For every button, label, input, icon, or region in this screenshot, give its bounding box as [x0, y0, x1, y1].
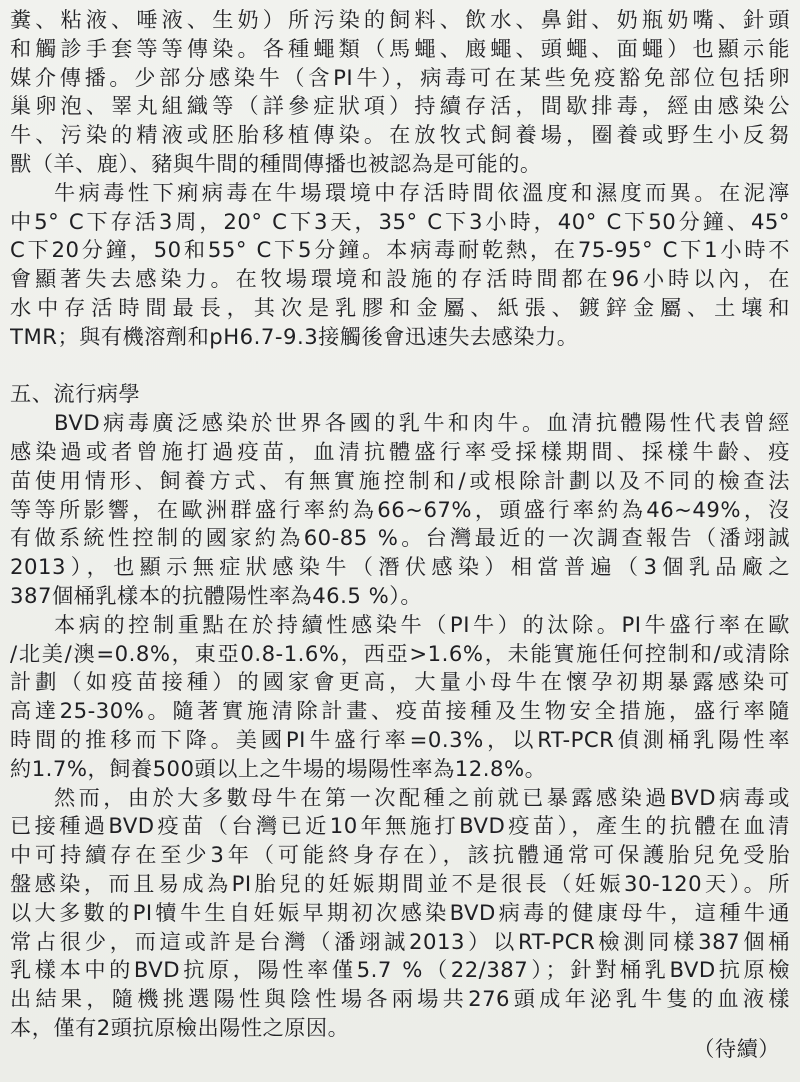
text-line: 計劃（如疫苗接種）的國家會更高，大量小母牛在懷孕初期暴露感染可 [10, 669, 790, 695]
text-line: 以大多數的PI犢牛生自妊娠早期初次感染BVD病毒的健康母牛，這種牛通 [10, 899, 790, 925]
text-line: 盤感染，而且易成為PI胎兒的妊娠期間並不是很長（妊娠30-120天）。所 [10, 870, 790, 896]
text-line: 出結果，隨機挑選陽性與陰性場各兩場共276頭成年泌乳牛隻的血液樣 [10, 986, 790, 1012]
text-line: 巢卵泡、睪丸組織等（詳參症狀項）持續存活，間歇排毒，經由感染公 [10, 93, 790, 119]
to-be-continued-label: （待續） [693, 1036, 780, 1062]
text-line: 本病的控制重點在於持續性感染牛（PI牛）的汰除。PI牛盛行率在歐 [54, 611, 790, 637]
text-line: 常占很少，而這或許是台灣（潘翊誠2013）以RT-PCR檢測同樣387個桶 [10, 928, 790, 954]
text-line: 等等所影響，在歐洲群盛行率約為66~67%，頭盛行率約為46~49%，沒 [10, 496, 790, 522]
text-line: 然而，由於大多數母牛在第一次配種之前就已暴露感染過BVD病毒或 [54, 784, 790, 810]
text-line: 媒介傳播。少部分感染牛（含PI牛），病毒可在某些免疫豁免部位包括卵 [10, 64, 790, 90]
text-line: 高達25-30%。隨著實施清除計畫、疫苗接種及生物安全措施，盛行率隨 [10, 698, 790, 724]
text-line: 中可持續存在至少3年（可能終身存在），該抗體通常可保護胎兒免受胎 [10, 842, 790, 868]
text-line: 牛、污染的精液或胚胎移植傳染。在放牧式飼養場，圈養或野生小反芻 [10, 122, 790, 148]
text-line: 會顯著失去感染力。在牧場環境和設施的存活時間都在96小時以內，在 [10, 266, 790, 292]
text-line: 和觸診手套等等傳染。各種蠅類（馬蠅、廄蠅、頭蠅、面蠅）也顯示能 [10, 35, 790, 61]
text-line: 有做系統性控制的國家約為60-85 %。台灣最近的一次調查報告（潘翊誠 [10, 525, 790, 551]
text-line: 牛病毒性下痢病毒在牛場環境中存活時間依溫度和濕度而異。在泥濘 [54, 179, 790, 205]
text-line: TMR；與有機溶劑和pH6.7-9.3接觸後會迅速失去感染力。 [10, 323, 579, 349]
text-line: 時間的推移而下降。美國PI牛盛行率=0.3%，以RT-PCR偵測桶乳陽性率 [10, 726, 790, 752]
text-line: 感染過或者曾施打過疫苗，血清抗體盛行率受採樣期間、採樣牛齡、疫 [10, 438, 790, 464]
paragraph-spacer [10, 352, 790, 381]
text-line: 獸（羊、鹿）、豬與牛間的種間傳播也被認為是可能的。 [10, 150, 542, 176]
text-line: 已接種過BVD疫苗（台灣已近10年無施打BVD疫苗），產生的抗體在血清 [10, 813, 790, 839]
text-line: BVD病毒廣泛感染於世界各國的乳牛和肉牛。血清抗體陽性代表曾經 [54, 410, 790, 436]
section-heading: 五、流行病學 [10, 381, 141, 407]
text-line: 2013），也顯示無症狀感染牛（潛伏感染）相當普遍（3個乳品廠之 [10, 554, 790, 580]
text-line: 本，僅有2頭抗原檢出陽性之原因。 [10, 1014, 350, 1040]
text-line: 糞、粘液、唾液、生奶）所污染的飼料、飲水、鼻鉗、奶瓶奶嘴、針頭 [10, 7, 790, 32]
text-line: /北美/澳=0.8%，東亞0.8-1.6%，西亞>1.6%，未能實施任何控制和/或清除 [10, 640, 790, 666]
text-line: 乳樣本中的BVD抗原，陽性率僅5.7 %（22/387）；針對桶乳BVD抗原檢 [10, 957, 790, 983]
text-line: 約1.7%，飼養500頭以上之牛場的場陽性率為12.8%。 [10, 755, 547, 781]
text-line: 苗使用情形、飼養方式、有無實施控制和/或根除計劃以及不同的檢查法 [10, 467, 790, 493]
text-line: C下20分鐘，50和55° C下5分鐘。本病毒耐乾熱，在75-95° C下1小時不 [10, 237, 790, 263]
text-line: 387個桶乳樣本的抗體陽性率為46.5 %）。 [10, 582, 423, 608]
text-line: 水中存活時間最長，其次是乳膠和金屬、紙張、鍍鋅金屬、土壤和 [10, 294, 790, 320]
text-line: 中5° C下存活3周，20° C下3天，35° C下3小時，40° C下50分鐘、45° [10, 208, 790, 234]
